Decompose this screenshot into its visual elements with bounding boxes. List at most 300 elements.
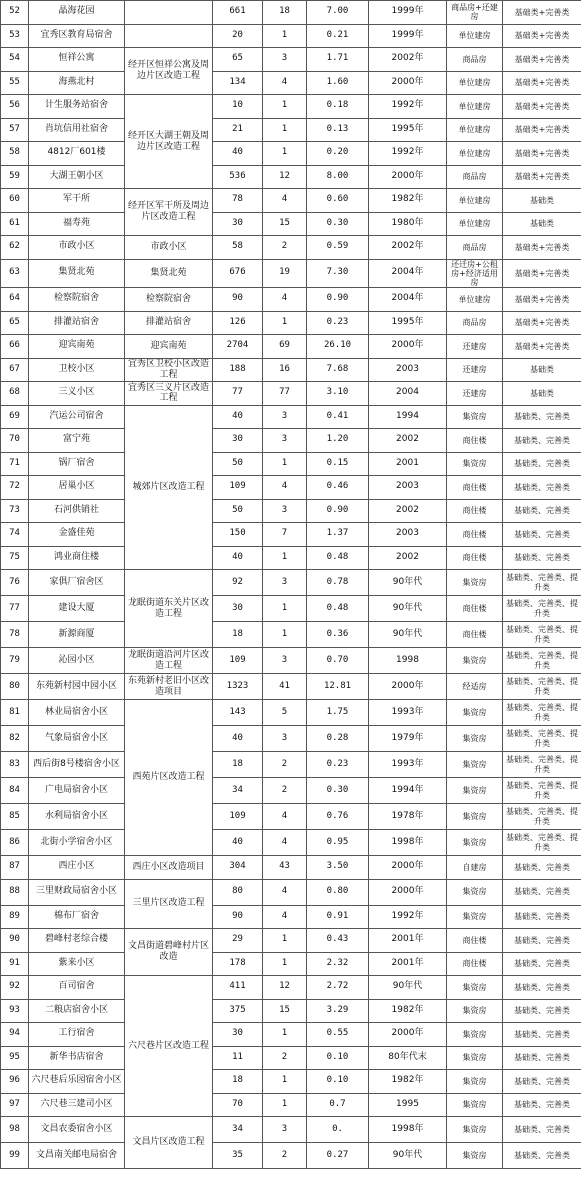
housing-type-cell: 商住楼 bbox=[447, 429, 503, 453]
renovation-category-cell: 基础类 bbox=[503, 358, 581, 382]
housing-type-cell: 单位建房 bbox=[447, 71, 503, 95]
households-cell: 78 bbox=[213, 189, 263, 213]
area-cell: 0.91 bbox=[307, 905, 369, 929]
row-number-cell: 76 bbox=[1, 570, 29, 596]
buildings-cell: 4 bbox=[263, 288, 307, 312]
build-year-cell: 1998年 bbox=[369, 830, 447, 856]
table-row bbox=[1, 452, 581, 476]
community-name-cell: 东苑新村园中园小区 bbox=[29, 674, 125, 700]
households-cell: 11 bbox=[213, 1046, 263, 1070]
area-cell: 0.27 bbox=[307, 1143, 369, 1169]
renovation-category-cell: 基础类+完善类 bbox=[503, 311, 581, 335]
renovation-category-cell: 基础类、完善类、提升类 bbox=[503, 804, 581, 830]
project-name-cell: 城郊片区改造工程 bbox=[125, 405, 213, 570]
buildings-cell: 3 bbox=[263, 726, 307, 752]
renovation-category-cell: 基础类+完善类 bbox=[503, 335, 581, 359]
renovation-category-cell: 基础类、完善类 bbox=[503, 405, 581, 429]
households-cell: 18 bbox=[213, 752, 263, 778]
community-name-cell: 西庄小区 bbox=[29, 856, 125, 880]
table-body bbox=[1, 1, 581, 1169]
area-cell: 8.00 bbox=[307, 165, 369, 189]
row-number-cell: 88 bbox=[1, 879, 29, 905]
community-name-cell: 肖坑信用社宿舍 bbox=[29, 118, 125, 142]
buildings-cell: 3 bbox=[263, 429, 307, 453]
project-name-cell: 迎宾南苑 bbox=[125, 335, 213, 359]
community-name-cell: 军干所 bbox=[29, 189, 125, 213]
housing-type-cell: 集资房 bbox=[447, 830, 503, 856]
households-cell: 29 bbox=[213, 929, 263, 953]
row-number-cell: 94 bbox=[1, 1023, 29, 1047]
housing-type-cell: 集资房 bbox=[447, 778, 503, 804]
buildings-cell: 4 bbox=[263, 189, 307, 213]
buildings-cell: 1 bbox=[263, 929, 307, 953]
housing-type-cell: 集资房 bbox=[447, 752, 503, 778]
area-cell: 0.20 bbox=[307, 142, 369, 166]
area-cell: 7.00 bbox=[307, 1, 369, 25]
housing-type-cell: 自建房 bbox=[447, 856, 503, 880]
households-cell: 40 bbox=[213, 546, 263, 570]
project-name-cell: 经开区军干所及周边片区改造工程 bbox=[125, 189, 213, 236]
build-year-cell: 2000年 bbox=[369, 856, 447, 880]
buildings-cell: 4 bbox=[263, 71, 307, 95]
table-row bbox=[1, 48, 581, 72]
renovation-category-cell: 基础类、完善类 bbox=[503, 856, 581, 880]
community-name-cell: 新华书店宿舍 bbox=[29, 1046, 125, 1070]
build-year-cell: 1993年 bbox=[369, 700, 447, 726]
community-name-cell: 碧峰村老综合楼 bbox=[29, 929, 125, 953]
buildings-cell: 1 bbox=[263, 24, 307, 48]
community-name-cell: 富宁苑 bbox=[29, 429, 125, 453]
area-cell: 0. bbox=[307, 1117, 369, 1143]
project-name-cell: 检察院宿舍 bbox=[125, 288, 213, 312]
community-name-cell: 六尺巷三建司小区 bbox=[29, 1093, 125, 1117]
table-row bbox=[1, 879, 581, 905]
area-cell: 12.81 bbox=[307, 674, 369, 700]
build-year-cell: 1998 bbox=[369, 648, 447, 674]
households-cell: 35 bbox=[213, 1143, 263, 1169]
project-name-cell: 东苑新村老旧小区改造项目 bbox=[125, 674, 213, 700]
households-cell: 1323 bbox=[213, 674, 263, 700]
build-year-cell: 1992年 bbox=[369, 142, 447, 166]
households-cell: 188 bbox=[213, 358, 263, 382]
households-cell: 40 bbox=[213, 726, 263, 752]
project-name-cell: 经开区大湖王朝及周边片区改造工程 bbox=[125, 95, 213, 189]
area-cell: 0.48 bbox=[307, 596, 369, 622]
households-cell: 50 bbox=[213, 499, 263, 523]
row-number-cell: 87 bbox=[1, 856, 29, 880]
area-cell: 0.41 bbox=[307, 405, 369, 429]
build-year-cell: 2002 bbox=[369, 499, 447, 523]
households-cell: 30 bbox=[213, 1023, 263, 1047]
buildings-cell: 1 bbox=[263, 118, 307, 142]
renovation-category-cell: 基础类、完善类 bbox=[503, 1117, 581, 1143]
build-year-cell: 90年代 bbox=[369, 1143, 447, 1169]
households-cell: 21 bbox=[213, 118, 263, 142]
buildings-cell: 43 bbox=[263, 856, 307, 880]
row-number-cell: 59 bbox=[1, 165, 29, 189]
community-name-cell: 文昌南关邮电局宿舍 bbox=[29, 1143, 125, 1169]
households-cell: 18 bbox=[213, 622, 263, 648]
households-cell: 77 bbox=[213, 382, 263, 406]
community-name-cell: 石河供销社 bbox=[29, 499, 125, 523]
buildings-cell: 4 bbox=[263, 905, 307, 929]
households-cell: 30 bbox=[213, 429, 263, 453]
area-cell: 0.36 bbox=[307, 622, 369, 648]
table-row bbox=[1, 1070, 581, 1094]
renovation-category-cell: 基础类、完善类 bbox=[503, 1143, 581, 1169]
table-row bbox=[1, 118, 581, 142]
row-number-cell: 67 bbox=[1, 358, 29, 382]
area-cell: 3.50 bbox=[307, 856, 369, 880]
build-year-cell: 2003 bbox=[369, 523, 447, 547]
area-cell: 0.95 bbox=[307, 830, 369, 856]
area-cell: 0.46 bbox=[307, 476, 369, 500]
households-cell: 50 bbox=[213, 452, 263, 476]
row-number-cell: 99 bbox=[1, 1143, 29, 1169]
buildings-cell: 1 bbox=[263, 142, 307, 166]
housing-type-cell: 单位建房 bbox=[447, 142, 503, 166]
area-cell: 26.10 bbox=[307, 335, 369, 359]
buildings-cell: 2 bbox=[263, 1046, 307, 1070]
row-number-cell: 91 bbox=[1, 952, 29, 976]
table-row bbox=[1, 674, 581, 700]
table-row bbox=[1, 165, 581, 189]
row-number-cell: 75 bbox=[1, 546, 29, 570]
project-name-cell: 六尺巷片区改造工程 bbox=[125, 976, 213, 1117]
area-cell: 0.48 bbox=[307, 546, 369, 570]
table-row bbox=[1, 596, 581, 622]
buildings-cell: 1 bbox=[263, 596, 307, 622]
community-name-cell: 三里财政局宿舍小区 bbox=[29, 879, 125, 905]
row-number-cell: 92 bbox=[1, 976, 29, 1000]
build-year-cell: 1995年 bbox=[369, 311, 447, 335]
renovation-category-cell: 基础类、完善类 bbox=[503, 1070, 581, 1094]
buildings-cell: 3 bbox=[263, 405, 307, 429]
housing-type-cell: 集资房 bbox=[447, 452, 503, 476]
housing-type-cell: 集资房 bbox=[447, 648, 503, 674]
table-row bbox=[1, 236, 581, 260]
households-cell: 58 bbox=[213, 236, 263, 260]
households-cell: 304 bbox=[213, 856, 263, 880]
renovation-category-cell: 基础类、完善类、提升类 bbox=[503, 752, 581, 778]
table-row bbox=[1, 1, 581, 25]
households-cell: 375 bbox=[213, 999, 263, 1023]
buildings-cell: 16 bbox=[263, 358, 307, 382]
housing-type-cell: 商品房 bbox=[447, 165, 503, 189]
households-cell: 134 bbox=[213, 71, 263, 95]
area-cell: 0.90 bbox=[307, 288, 369, 312]
households-cell: 40 bbox=[213, 830, 263, 856]
housing-type-cell: 集资房 bbox=[447, 700, 503, 726]
row-number-cell: 56 bbox=[1, 95, 29, 119]
households-cell: 80 bbox=[213, 879, 263, 905]
area-cell: 1.60 bbox=[307, 71, 369, 95]
table-row bbox=[1, 499, 581, 523]
housing-type-cell: 商住楼 bbox=[447, 929, 503, 953]
project-name-cell: 宜秀区卫校小区改造工程 bbox=[125, 358, 213, 382]
buildings-cell: 15 bbox=[263, 999, 307, 1023]
buildings-cell: 18 bbox=[263, 1, 307, 25]
housing-type-cell: 商住楼 bbox=[447, 546, 503, 570]
build-year-cell: 1994 bbox=[369, 405, 447, 429]
community-name-cell: 居巢小区 bbox=[29, 476, 125, 500]
area-cell: 2.32 bbox=[307, 952, 369, 976]
area-cell: 0.76 bbox=[307, 804, 369, 830]
households-cell: 18 bbox=[213, 1070, 263, 1094]
row-number-cell: 58 bbox=[1, 142, 29, 166]
housing-type-cell: 商品房 bbox=[447, 236, 503, 260]
housing-type-cell: 集资房 bbox=[447, 1046, 503, 1070]
community-name-cell: 紫来小区 bbox=[29, 952, 125, 976]
renovation-category-cell: 基础类+完善类 bbox=[503, 259, 581, 288]
community-name-cell: 广电局宿舍小区 bbox=[29, 778, 125, 804]
community-name-cell: 气象局宿舍小区 bbox=[29, 726, 125, 752]
area-cell: 7.68 bbox=[307, 358, 369, 382]
housing-type-cell: 集资房 bbox=[447, 726, 503, 752]
households-cell: 2704 bbox=[213, 335, 263, 359]
build-year-cell: 1995年 bbox=[369, 118, 447, 142]
housing-type-cell: 还建房 bbox=[447, 382, 503, 406]
build-year-cell: 2004年 bbox=[369, 288, 447, 312]
housing-type-cell: 集资房 bbox=[447, 879, 503, 905]
area-cell: 0.23 bbox=[307, 311, 369, 335]
table-row bbox=[1, 523, 581, 547]
community-name-cell: 市政小区 bbox=[29, 236, 125, 260]
row-number-cell: 85 bbox=[1, 804, 29, 830]
project-name-cell: 经开区恒祥公寓及周边片区改造工程 bbox=[125, 48, 213, 95]
buildings-cell: 4 bbox=[263, 879, 307, 905]
households-cell: 34 bbox=[213, 1117, 263, 1143]
housing-type-cell: 集资房 bbox=[447, 1070, 503, 1094]
community-name-cell: 沁园小区 bbox=[29, 648, 125, 674]
housing-type-cell: 商住楼 bbox=[447, 596, 503, 622]
area-cell: 0.13 bbox=[307, 118, 369, 142]
households-cell: 30 bbox=[213, 212, 263, 236]
table-row bbox=[1, 405, 581, 429]
households-cell: 150 bbox=[213, 523, 263, 547]
project-name-cell: 市政小区 bbox=[125, 236, 213, 260]
buildings-cell: 2 bbox=[263, 236, 307, 260]
table-row bbox=[1, 952, 581, 976]
row-number-cell: 93 bbox=[1, 999, 29, 1023]
row-number-cell: 52 bbox=[1, 1, 29, 25]
build-year-cell: 1998年 bbox=[369, 1117, 447, 1143]
renovation-category-cell: 基础类+完善类 bbox=[503, 48, 581, 72]
renovation-category-cell: 基础类+完善类 bbox=[503, 1, 581, 25]
table-row bbox=[1, 1023, 581, 1047]
community-name-cell: 集贤北苑 bbox=[29, 259, 125, 288]
renovation-category-cell: 基础类、完善类 bbox=[503, 952, 581, 976]
area-cell: 0.7 bbox=[307, 1093, 369, 1117]
community-name-cell: 海燕北村 bbox=[29, 71, 125, 95]
table-row bbox=[1, 71, 581, 95]
row-number-cell: 66 bbox=[1, 335, 29, 359]
renovation-category-cell: 基础类+完善类 bbox=[503, 165, 581, 189]
buildings-cell: 1 bbox=[263, 95, 307, 119]
housing-type-cell: 单位建房 bbox=[447, 118, 503, 142]
area-cell: 1.20 bbox=[307, 429, 369, 453]
buildings-cell: 12 bbox=[263, 165, 307, 189]
community-name-cell: 恒祥公寓 bbox=[29, 48, 125, 72]
area-cell: 0.70 bbox=[307, 648, 369, 674]
table-row bbox=[1, 95, 581, 119]
community-name-cell: 林业局宿舍小区 bbox=[29, 700, 125, 726]
table-row bbox=[1, 999, 581, 1023]
buildings-cell: 69 bbox=[263, 335, 307, 359]
community-name-cell: 检察院宿舍 bbox=[29, 288, 125, 312]
row-number-cell: 84 bbox=[1, 778, 29, 804]
area-cell: 0.23 bbox=[307, 752, 369, 778]
row-number-cell: 79 bbox=[1, 648, 29, 674]
area-cell: 1.75 bbox=[307, 700, 369, 726]
build-year-cell: 1995 bbox=[369, 1093, 447, 1117]
households-cell: 20 bbox=[213, 24, 263, 48]
table-row bbox=[1, 1117, 581, 1143]
table-row bbox=[1, 830, 581, 856]
table-row bbox=[1, 335, 581, 359]
buildings-cell: 19 bbox=[263, 259, 307, 288]
row-number-cell: 61 bbox=[1, 212, 29, 236]
build-year-cell: 1982年 bbox=[369, 1070, 447, 1094]
buildings-cell: 15 bbox=[263, 212, 307, 236]
buildings-cell: 1 bbox=[263, 622, 307, 648]
row-number-cell: 53 bbox=[1, 24, 29, 48]
project-name-cell: 文昌片区改造工程 bbox=[125, 1117, 213, 1169]
project-name-cell: 龙眠街道沿河片区改造工程 bbox=[125, 648, 213, 674]
build-year-cell: 2001 bbox=[369, 452, 447, 476]
build-year-cell: 2000年 bbox=[369, 1023, 447, 1047]
build-year-cell: 2002 bbox=[369, 546, 447, 570]
table-row bbox=[1, 212, 581, 236]
build-year-cell: 1992年 bbox=[369, 95, 447, 119]
area-cell: 2.72 bbox=[307, 976, 369, 1000]
area-cell: 0.60 bbox=[307, 189, 369, 213]
row-number-cell: 62 bbox=[1, 236, 29, 260]
buildings-cell: 1 bbox=[263, 952, 307, 976]
buildings-cell: 2 bbox=[263, 778, 307, 804]
households-cell: 676 bbox=[213, 259, 263, 288]
buildings-cell: 4 bbox=[263, 830, 307, 856]
renovation-category-cell: 基础类、完善类 bbox=[503, 879, 581, 905]
table-row bbox=[1, 1093, 581, 1117]
table-row bbox=[1, 1046, 581, 1070]
community-name-cell: 北街小学宿舍小区 bbox=[29, 830, 125, 856]
row-number-cell: 74 bbox=[1, 523, 29, 547]
community-name-cell: 三义小区 bbox=[29, 382, 125, 406]
build-year-cell: 2002 bbox=[369, 429, 447, 453]
row-number-cell: 95 bbox=[1, 1046, 29, 1070]
renovation-category-cell: 基础类、完善类 bbox=[503, 523, 581, 547]
build-year-cell: 1982年 bbox=[369, 999, 447, 1023]
buildings-cell: 1 bbox=[263, 1023, 307, 1047]
renovation-category-cell: 基础类、完善类、提升类 bbox=[503, 570, 581, 596]
row-number-cell: 69 bbox=[1, 405, 29, 429]
build-year-cell: 1993年 bbox=[369, 752, 447, 778]
row-number-cell: 57 bbox=[1, 118, 29, 142]
renovation-category-cell: 基础类、完善类 bbox=[503, 905, 581, 929]
build-year-cell: 2001年 bbox=[369, 929, 447, 953]
build-year-cell: 1992年 bbox=[369, 905, 447, 929]
row-number-cell: 70 bbox=[1, 429, 29, 453]
build-year-cell: 2004 bbox=[369, 382, 447, 406]
housing-type-cell: 经适房 bbox=[447, 674, 503, 700]
renovation-category-cell: 基础类、完善类 bbox=[503, 452, 581, 476]
buildings-cell: 1 bbox=[263, 452, 307, 476]
households-cell: 70 bbox=[213, 1093, 263, 1117]
area-cell: 0.15 bbox=[307, 452, 369, 476]
row-number-cell: 96 bbox=[1, 1070, 29, 1094]
housing-type-cell: 单位建房 bbox=[447, 95, 503, 119]
renovation-category-cell: 基础类、完善类、提升类 bbox=[503, 700, 581, 726]
housing-type-cell: 集资房 bbox=[447, 1117, 503, 1143]
renovation-category-cell: 基础类、完善类、提升类 bbox=[503, 674, 581, 700]
housing-type-cell: 集资房 bbox=[447, 570, 503, 596]
area-cell: 0.21 bbox=[307, 24, 369, 48]
row-number-cell: 98 bbox=[1, 1117, 29, 1143]
table-row bbox=[1, 382, 581, 406]
community-name-cell: 工行宿舍 bbox=[29, 1023, 125, 1047]
build-year-cell: 2000年 bbox=[369, 165, 447, 189]
renovation-category-cell: 基础类+完善类 bbox=[503, 288, 581, 312]
buildings-cell: 4 bbox=[263, 476, 307, 500]
build-year-cell: 2002年 bbox=[369, 236, 447, 260]
project-name-cell bbox=[125, 1, 213, 25]
renovation-category-cell: 基础类、完善类 bbox=[503, 429, 581, 453]
renovation-category-cell: 基础类 bbox=[503, 189, 581, 213]
renovation-category-cell: 基础类+完善类 bbox=[503, 142, 581, 166]
table-row bbox=[1, 804, 581, 830]
housing-type-cell: 单位建房 bbox=[447, 24, 503, 48]
community-name-cell: 4812厂601楼 bbox=[29, 142, 125, 166]
households-cell: 661 bbox=[213, 1, 263, 25]
build-year-cell: 2003 bbox=[369, 476, 447, 500]
housing-type-cell: 集资房 bbox=[447, 1093, 503, 1117]
renovation-category-cell: 基础类+完善类 bbox=[503, 24, 581, 48]
area-cell: 0.18 bbox=[307, 95, 369, 119]
housing-type-cell: 商住楼 bbox=[447, 499, 503, 523]
area-cell: 0.28 bbox=[307, 726, 369, 752]
community-name-cell: 建设大厦 bbox=[29, 596, 125, 622]
area-cell: 0.55 bbox=[307, 1023, 369, 1047]
buildings-cell: 77 bbox=[263, 382, 307, 406]
renovation-category-cell: 基础类+完善类 bbox=[503, 95, 581, 119]
housing-type-cell: 集资房 bbox=[447, 999, 503, 1023]
row-number-cell: 78 bbox=[1, 622, 29, 648]
community-name-cell: 计生服务站宿舍 bbox=[29, 95, 125, 119]
area-cell: 3.10 bbox=[307, 382, 369, 406]
table-row bbox=[1, 622, 581, 648]
table-row bbox=[1, 905, 581, 929]
community-name-cell: 百司宿舍 bbox=[29, 976, 125, 1000]
community-name-cell: 棉布厂宿舍 bbox=[29, 905, 125, 929]
households-cell: 536 bbox=[213, 165, 263, 189]
area-cell: 0.59 bbox=[307, 236, 369, 260]
table-row bbox=[1, 648, 581, 674]
community-name-cell: 锅厂宿舍 bbox=[29, 452, 125, 476]
households-cell: 34 bbox=[213, 778, 263, 804]
renovation-category-cell: 基础类、完善类 bbox=[503, 976, 581, 1000]
row-number-cell: 54 bbox=[1, 48, 29, 72]
community-name-cell: 排灌站宿舍 bbox=[29, 311, 125, 335]
build-year-cell: 1999年 bbox=[369, 1, 447, 25]
renovation-category-cell: 基础类、完善类 bbox=[503, 1046, 581, 1070]
table-row bbox=[1, 546, 581, 570]
renovation-category-cell: 基础类、完善类、提升类 bbox=[503, 596, 581, 622]
community-name-cell: 迎宾南苑 bbox=[29, 335, 125, 359]
renovation-category-cell: 基础类、完善类 bbox=[503, 1023, 581, 1047]
housing-type-cell: 商住楼 bbox=[447, 476, 503, 500]
project-name-cell: 宜秀区三义片区改造工程 bbox=[125, 382, 213, 406]
